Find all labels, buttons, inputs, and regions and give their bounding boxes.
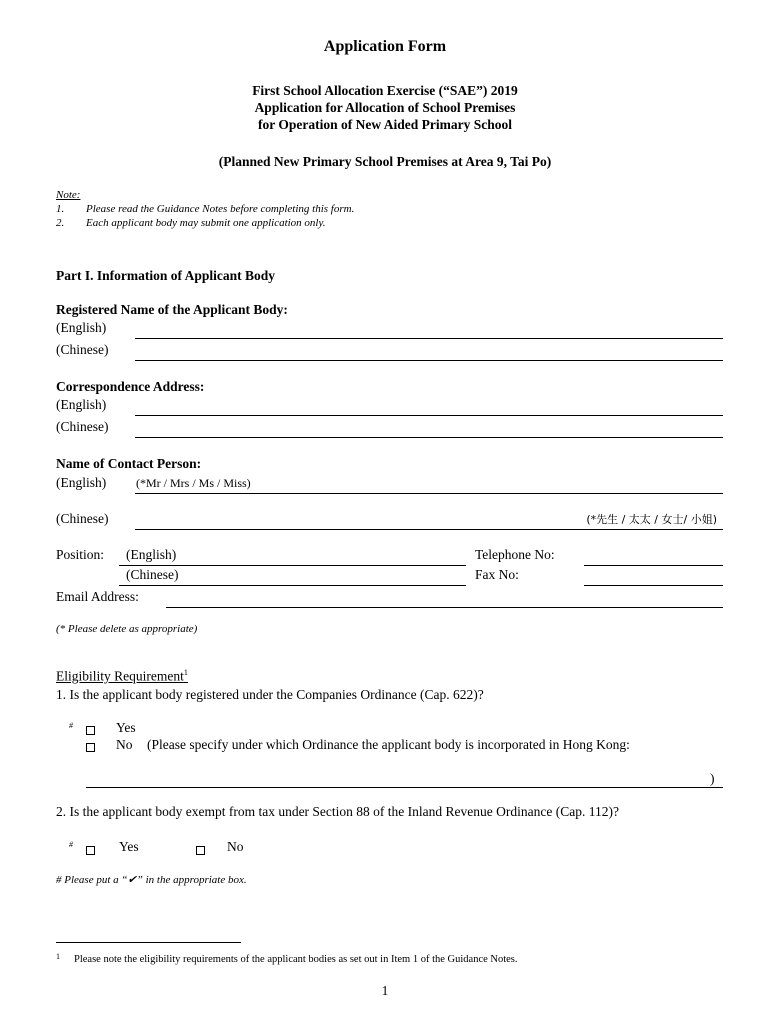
contact-chinese-title: (*先生 / 太太 / 女士/ 小姐) xyxy=(586,513,717,526)
address-chinese-field[interactable] xyxy=(135,437,723,438)
footnote-number: 1 xyxy=(56,952,60,961)
tick-note: # Please put a “✔” in the appropriate box. xyxy=(56,874,247,886)
contact-english-title: (*Mr / Mrs / Ms / Miss) xyxy=(136,476,251,490)
q1-yes-label: Yes xyxy=(116,720,136,735)
note-item-1-num: 1. xyxy=(56,203,65,215)
q2-hash-mark: # xyxy=(69,840,73,849)
q1-no-specify: (Please specify under which Ordinance the applicant body is incorporated in Hong Kong: xyxy=(147,737,630,752)
email-label: Email Address: xyxy=(56,589,139,604)
footnote-ref: 1 xyxy=(183,668,188,677)
registered-name-english-field[interactable] xyxy=(135,338,723,339)
registered-name-label: Registered Name of the Applicant Body: xyxy=(56,302,288,317)
telephone-field[interactable] xyxy=(584,565,723,566)
q2-no-label: No xyxy=(227,839,244,854)
position-english-field[interactable] xyxy=(119,565,466,566)
footnote-text: Please note the eligibility requirements of the applicant bodies as set out in Item 1 of the Guidance Notes. xyxy=(74,954,518,965)
q2-no-checkbox[interactable] xyxy=(196,841,205,859)
position-label: Position: xyxy=(56,547,105,562)
question-1: 1. Is the applicant body registered under the Companies Ordinance (Cap. 622)? xyxy=(56,687,484,702)
contact-english-label: (English) xyxy=(56,475,107,490)
note-item-1-text: Please read the Guidance Notes before completing this form. xyxy=(86,203,355,215)
page-number: 1 xyxy=(381,983,389,998)
q1-hash-mark: # xyxy=(69,721,73,730)
part1-heading: Part I. Information of Applicant Body xyxy=(56,268,276,283)
question-2: 2. Is the applicant body exempt from tax under Section 88 of the Inland Revenue Ordinance (Cap. 112)? xyxy=(56,804,619,819)
fax-field[interactable] xyxy=(584,585,723,586)
fax-label: Fax No: xyxy=(475,567,519,582)
q1-specify-field[interactable] xyxy=(86,787,723,788)
note-heading: Note: xyxy=(56,189,81,201)
position-chinese-field[interactable] xyxy=(119,585,466,586)
page-title: Application Form xyxy=(323,38,447,55)
q2-yes-label: Yes xyxy=(119,839,139,854)
registered-name-chinese-field[interactable] xyxy=(135,360,723,361)
position-english-label: (English) xyxy=(126,547,177,562)
q1-no-label: No xyxy=(116,737,133,752)
note-item-2-num: 2. xyxy=(56,217,65,229)
q1-yes-checkbox[interactable] xyxy=(86,721,95,739)
subtitle-line3: for Operation of New Aided Primary School xyxy=(258,117,512,132)
address-chinese-label: (Chinese) xyxy=(56,419,109,434)
telephone-label: Telephone No: xyxy=(475,547,555,562)
q1-close-paren: ) xyxy=(710,771,715,786)
q1-no-checkbox[interactable] xyxy=(86,738,95,756)
position-chinese-label: (Chinese) xyxy=(126,567,179,582)
registered-name-chinese-label: (Chinese) xyxy=(56,342,109,357)
contact-english-field[interactable] xyxy=(135,493,723,494)
subtitle-line2: Application for Allocation of School Premises xyxy=(254,100,516,115)
footnote-separator xyxy=(56,942,241,943)
premises-title: (Planned New Primary School Premises at Area 9, Tai Po) xyxy=(218,154,552,169)
q2-yes-checkbox[interactable] xyxy=(86,841,95,859)
address-label: Correspondence Address: xyxy=(56,379,205,394)
contact-chinese-label: (Chinese) xyxy=(56,511,109,526)
delete-note: (* Please delete as appropriate) xyxy=(56,623,198,635)
eligibility-heading xyxy=(56,668,188,685)
subtitle-line1: First School Allocation Exercise (“SAE”) 2019 xyxy=(252,83,518,98)
email-field[interactable] xyxy=(166,607,723,608)
note-item-2-text: Each applicant body may submit one application only. xyxy=(86,217,326,229)
address-english-label: (English) xyxy=(56,397,107,412)
contact-label: Name of Contact Person: xyxy=(56,456,202,471)
contact-chinese-field[interactable] xyxy=(135,529,723,530)
eligibility-heading-text: Eligibility Requirement xyxy=(56,668,184,684)
address-english-field[interactable] xyxy=(135,415,723,416)
registered-name-english-label: (English) xyxy=(56,320,107,335)
